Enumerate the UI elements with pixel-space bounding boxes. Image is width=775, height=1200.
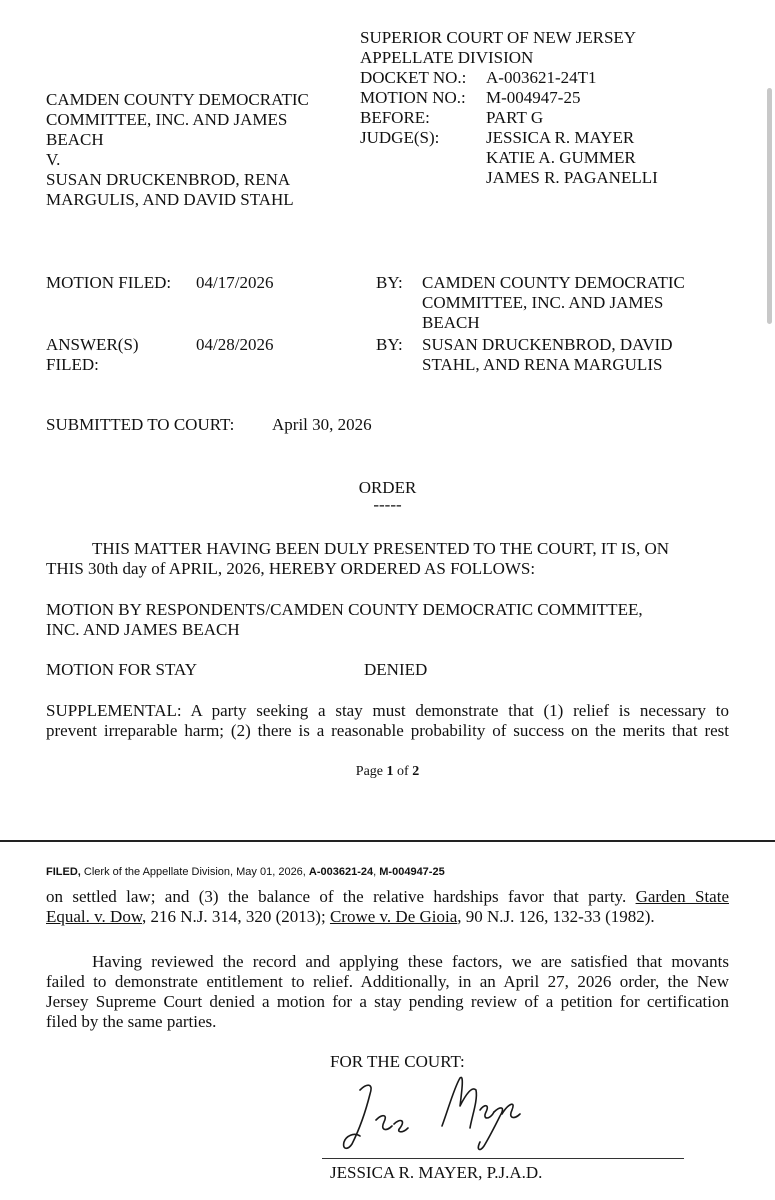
filed-stamp [46, 862, 445, 882]
by-label: BY: [376, 335, 403, 354]
paragraph-line: Having reviewed the record and applying these factors, we are satisfied that movants [92, 952, 729, 971]
for-the-court: FOR THE COURT: [330, 1052, 465, 1071]
paragraph-line: filed by the same parties. [46, 1012, 217, 1031]
citation-line [46, 907, 655, 927]
continued-text: on settled law; and (3) the balance of the relative hardships favor that party. [46, 887, 636, 906]
page-current: 1 [386, 764, 394, 779]
docket-label: DOCKET NO.: [360, 68, 467, 87]
page-of: of [397, 764, 409, 779]
filed-sep: , [373, 866, 380, 878]
before-row [360, 108, 760, 128]
motion-type: MOTION FOR STAY [46, 660, 198, 679]
case-parties [46, 90, 346, 210]
citation-link: Equal. v. Dow [46, 907, 142, 926]
order-divider: ----- [373, 495, 402, 514]
judges-row-2 [360, 148, 760, 168]
answers-label: ANSWER(S) [46, 335, 139, 354]
signature-line [322, 1158, 684, 1159]
order-intro-line: THIS MATTER HAVING BEEN DULY PRESENTED TO THE COURT, IT IS, ON [92, 539, 670, 558]
judges-row-3 [360, 168, 760, 188]
motion-filed-label: MOTION FILED: [46, 273, 172, 292]
court-header [360, 28, 760, 188]
scrollbar-thumb[interactable] [767, 88, 772, 324]
answers-date: 04/28/2026 [196, 335, 274, 354]
movant-line: CAMDEN COUNTY DEMOCRATIC [422, 273, 685, 292]
citation-link: Crowe v. De Gioia [329, 907, 458, 926]
citation-text: , 90 N.J. 126, 132-33 (1982). [457, 907, 655, 926]
movant-line: COMMITTEE, INC. AND JAMES [422, 293, 664, 312]
docket-value: A-003621-24T1 [486, 68, 597, 87]
before-label: BEFORE: [360, 108, 430, 127]
filed-word: FILED, [46, 866, 81, 878]
paragraph-line: failed to demonstrate entitlement to relief. Additionally, in an April 27, 2026 order, the New [46, 972, 729, 991]
judge-name: JAMES R. PAGANELLI [486, 168, 658, 187]
motion-by-line: MOTION BY RESPONDENTS/CAMDEN COUNTY DEMOCRATIC COMMITTEE, [46, 600, 643, 619]
motion-filed-date: 04/17/2026 [196, 273, 274, 292]
filed-motion: M-004947-25 [379, 866, 445, 878]
paragraph-line: Jersey Supreme Court denied a motion for a stay pending review of a petition for certification [46, 992, 729, 1011]
filed-text: Clerk of the Appellate Division, May 01, 2026, [80, 866, 309, 878]
party-line: BEACH [46, 130, 104, 149]
movant-names [422, 273, 742, 333]
respondent-line: SUSAN DRUCKENBROD, DAVID [422, 335, 673, 354]
movant-line: BEACH [422, 313, 480, 332]
court-division: APPELLATE DIVISION [360, 48, 534, 67]
respondent-line: STAHL, AND RENA MARGULIS [422, 355, 663, 374]
party-line: MARGULIS, AND DAVID STAHL [46, 190, 294, 209]
supplemental-line: prevent irreparable harm; (2) there is a reasonable probability of success on the merits that rest [46, 721, 729, 740]
motion-by-line: INC. AND JAMES BEACH [46, 620, 240, 639]
page-number [0, 762, 775, 782]
supplemental-line: SUPPLEMENTAL: A party seeking a stay must demonstrate that (1) relief is necessary to [46, 701, 729, 720]
judge-name: JESSICA R. MAYER [486, 128, 635, 147]
before-value: PART G [486, 108, 544, 127]
motion-row [360, 88, 760, 108]
filed-docket: A-003621-24 [308, 866, 374, 878]
citation-link: Garden State [635, 887, 729, 906]
order-title: ORDER [358, 478, 417, 497]
page-total: 2 [412, 764, 420, 779]
citation-text: , 216 N.J. 314, 320 (2013); [142, 907, 330, 926]
docket-row [360, 68, 760, 88]
party-line: CAMDEN COUNTY DEMOCRATIC [46, 90, 309, 109]
respondent-names [422, 335, 742, 375]
order-intro-line: THIS 30th day of APRIL, 2026, HEREBY ORDERED AS FOLLOWS: [46, 559, 536, 578]
submitted-date: April 30, 2026 [272, 415, 372, 434]
disposition: DENIED [364, 660, 428, 679]
by-label: BY: [376, 273, 403, 292]
motion-label: MOTION NO.: [360, 88, 466, 107]
judges-row [360, 128, 760, 148]
page-break-rule [0, 840, 775, 842]
motion-value: M-004947-25 [486, 88, 581, 107]
continued-line [46, 887, 729, 907]
party-line: SUSAN DRUCKENBROD, RENA [46, 170, 291, 189]
judges-label: JUDGE(S): [360, 128, 440, 147]
answers-label-filed: FILED: [46, 355, 99, 374]
party-line: COMMITTEE, INC. AND JAMES [46, 110, 288, 129]
handwritten-signature [330, 1070, 530, 1158]
signer-name: JESSICA R. MAYER, P.J.A.D. [330, 1163, 543, 1182]
judge-name: KATIE A. GUMMER [486, 148, 636, 167]
page-prefix: Page [355, 764, 384, 779]
court-name: SUPERIOR COURT OF NEW JERSEY [360, 28, 637, 47]
submitted-label: SUBMITTED TO COURT: [46, 415, 235, 434]
versus: V. [46, 150, 61, 169]
